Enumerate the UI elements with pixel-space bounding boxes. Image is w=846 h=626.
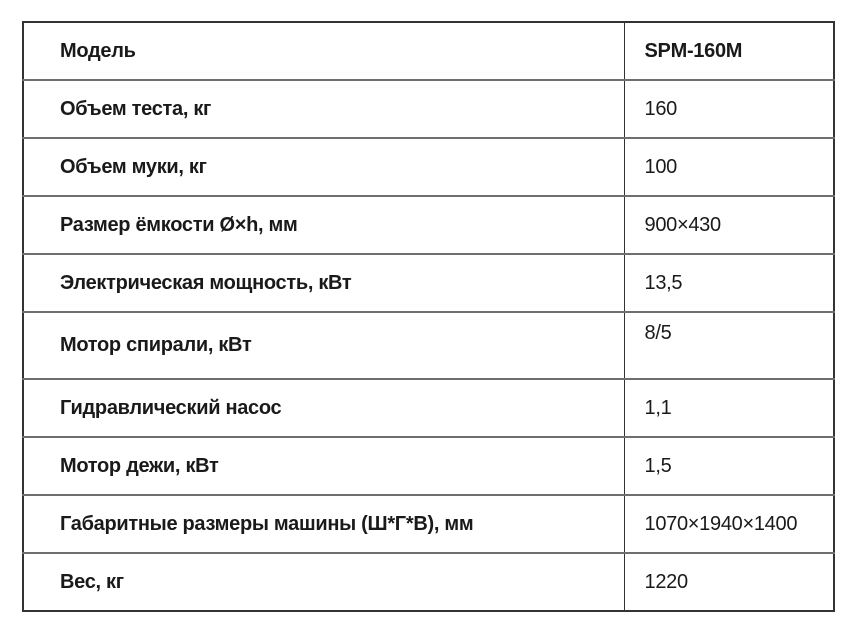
table-row (23, 138, 834, 196)
spec-value: 1220 (624, 553, 834, 611)
specs-table-body (23, 22, 834, 611)
table-row (23, 254, 834, 312)
spec-label: Мотор дежи, кВт (23, 437, 624, 495)
spec-value: 160 (624, 80, 834, 138)
table-row (23, 379, 834, 437)
table-row (23, 495, 834, 553)
spec-label: Гидравлический насос (23, 379, 624, 437)
spec-value: 100 (624, 138, 834, 196)
spec-value: 13,5 (624, 254, 834, 312)
spec-value: SPM-160M (644, 39, 743, 62)
table-row (23, 437, 834, 495)
spec-label: Объем теста, кг (23, 80, 624, 138)
table-row (23, 196, 834, 254)
spec-label: Размер ёмкости Ø×h, мм (23, 196, 624, 254)
table-row (23, 312, 834, 379)
table-row (23, 22, 834, 80)
spec-label: Мотор спирали, кВт (23, 312, 624, 379)
table-row (23, 80, 834, 138)
specs-table (22, 21, 835, 612)
spec-label: Объем муки, кг (23, 138, 624, 196)
spec-value: 8/5 (624, 312, 834, 379)
spec-value: 1070×1940×1400 (624, 495, 834, 553)
spec-value: 1,1 (624, 379, 834, 437)
spec-label: Электрическая мощность, кВт (23, 254, 624, 312)
spec-label: Вес, кг (23, 553, 624, 611)
table-row (23, 553, 834, 611)
spec-label: Модель (23, 22, 624, 80)
spec-label: Габаритные размеры машины (Ш*Г*В), мм (23, 495, 624, 553)
spec-value: 1,5 (624, 437, 834, 495)
spec-value: 900×430 (624, 196, 834, 254)
